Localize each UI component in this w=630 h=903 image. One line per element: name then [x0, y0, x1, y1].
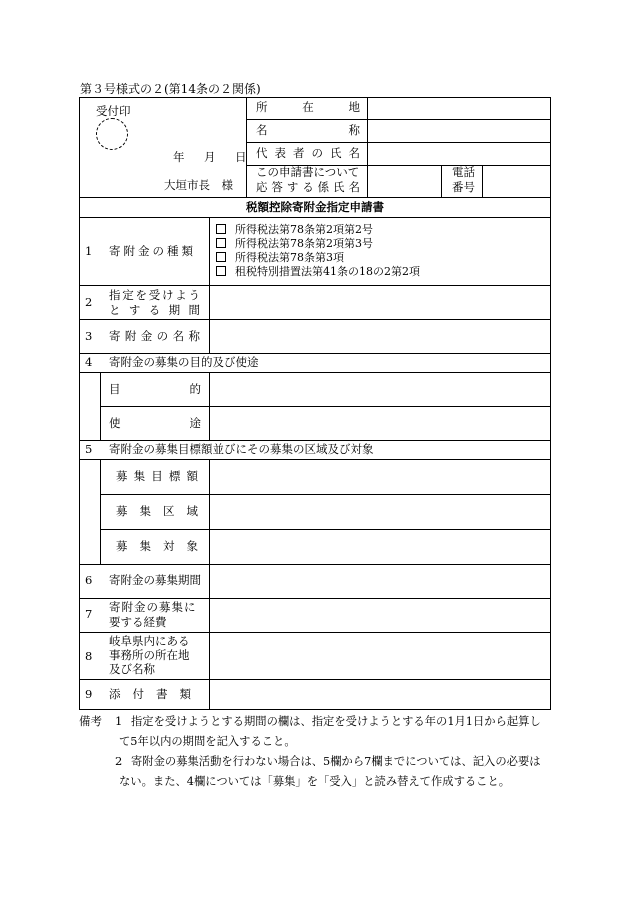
note-2-number: 2 [115, 754, 123, 768]
representative-field[interactable] [368, 143, 550, 164]
attachments-field[interactable] [210, 680, 550, 709]
target-area-label: 寄附金の募集目標額並びにその募集の区域及び対象 [109, 442, 374, 456]
target-amount-label: 募 集 目 標 額 [116, 469, 198, 483]
row-number-3: 3 [85, 329, 93, 343]
stamp-circle-icon [96, 118, 128, 150]
purpose-field[interactable] [210, 373, 550, 405]
area-label: 募 集 区 域 [116, 504, 198, 518]
expense-label-line1: 寄附金の募集に [109, 600, 197, 614]
phone-label-line2: 番号 [452, 180, 475, 194]
target-audience-field[interactable] [210, 530, 550, 563]
donation-name-label: 寄 附 金 の 名 称 [109, 329, 200, 343]
phone-field[interactable] [483, 166, 550, 196]
checkbox-icon[interactable] [216, 238, 226, 248]
office-label-line3: 及び名称 [109, 662, 155, 676]
collection-period-label: 寄附金の募集期間 [109, 573, 201, 587]
purpose-label: 目 的 [109, 382, 201, 396]
checkbox-icon[interactable] [216, 252, 226, 262]
note-1-line1: 指定を受けようとする期間の欄は、指定を受けようとする年の1月1日から起算し [131, 715, 541, 728]
contact-label-line2: 応 答 す る 係 氏 名 [256, 180, 360, 194]
purpose-use-label: 寄附金の募集の目的及び使途 [109, 355, 259, 369]
contact-label-line1: この申請書について [256, 165, 360, 179]
donation-type-label: 寄 附 金 の 種 類 [109, 244, 193, 258]
target-audience-label: 募 集 対 象 [116, 539, 198, 553]
row-number-4: 4 [85, 355, 93, 369]
date-label: 年 月 日 [173, 150, 251, 164]
attachments-label: 添 付 書 類 [109, 687, 191, 701]
option-2[interactable]: 所得税法第78条第2項第3号 [216, 238, 373, 249]
divider [246, 97, 247, 197]
option-1[interactable]: 所得税法第78条第2項第2号 [216, 224, 373, 235]
collection-period-field[interactable] [210, 565, 550, 597]
contact-person-field[interactable] [368, 166, 440, 196]
office-label-line1: 岐阜県内にある [109, 634, 190, 648]
option-4[interactable]: 租税特別措置法第41条の18の2第2項 [216, 266, 420, 277]
row-number-5: 5 [85, 442, 93, 456]
stamp-label: 受付印 [96, 104, 131, 118]
form-title: 税額控除寄附金指定申請書 [246, 200, 384, 214]
note-1-line2: て5年以内の期間を記入すること。 [119, 735, 296, 748]
phone-label-line1: 電話 [452, 165, 475, 179]
office-label-line2: 事務所の所在地 [109, 648, 190, 662]
divider [79, 440, 551, 441]
divider [100, 459, 101, 564]
divider [441, 165, 442, 197]
note-2-line1: 寄附金の募集活動を行わない場合は、5欄から7欄までについては、記入の必要は [131, 755, 541, 768]
divider [79, 217, 551, 218]
note-2-line2: ない。また、4欄については「募集」を「受入」と読み替えて作成すること。 [119, 775, 511, 788]
location-label: 所 在 地 [256, 100, 360, 114]
location-field[interactable] [368, 98, 550, 118]
name-field[interactable] [368, 120, 550, 141]
use-label: 使 途 [109, 416, 201, 430]
name-label: 名 称 [256, 123, 360, 137]
office-field[interactable] [210, 633, 550, 678]
row-number-9: 9 [85, 687, 93, 701]
checkbox-icon[interactable] [216, 224, 226, 234]
notes-heading: 備考 [79, 714, 102, 728]
option-3[interactable]: 所得税法第78条第3項 [216, 252, 344, 263]
area-field[interactable] [210, 495, 550, 528]
period-label-line2: と す る 期 間 [109, 303, 200, 317]
use-field[interactable] [210, 407, 550, 439]
form-id: 第３号様式の２(第14条の２関係) [80, 82, 261, 96]
divider [79, 353, 551, 354]
donation-name-field[interactable] [210, 320, 550, 352]
target-amount-field[interactable] [210, 460, 550, 493]
row-number-7: 7 [85, 607, 93, 621]
expense-label-line2: 要する経費 [109, 615, 167, 629]
representative-label: 代 表 者 の 氏 名 [256, 146, 360, 160]
row-number-1: 1 [85, 244, 93, 258]
period-label-line1: 指 定 を 受 け よ う [109, 288, 200, 302]
note-1-number: 1 [115, 714, 123, 728]
row-number-8: 8 [85, 649, 93, 663]
period-field[interactable] [210, 286, 550, 318]
checkbox-icon[interactable] [216, 266, 226, 276]
expense-field[interactable] [210, 599, 550, 631]
addressee: 大垣市長 様 [164, 178, 233, 192]
divider [100, 372, 101, 440]
row-number-2: 2 [85, 295, 93, 309]
row-number-6: 6 [85, 573, 93, 587]
divider [79, 197, 551, 198]
